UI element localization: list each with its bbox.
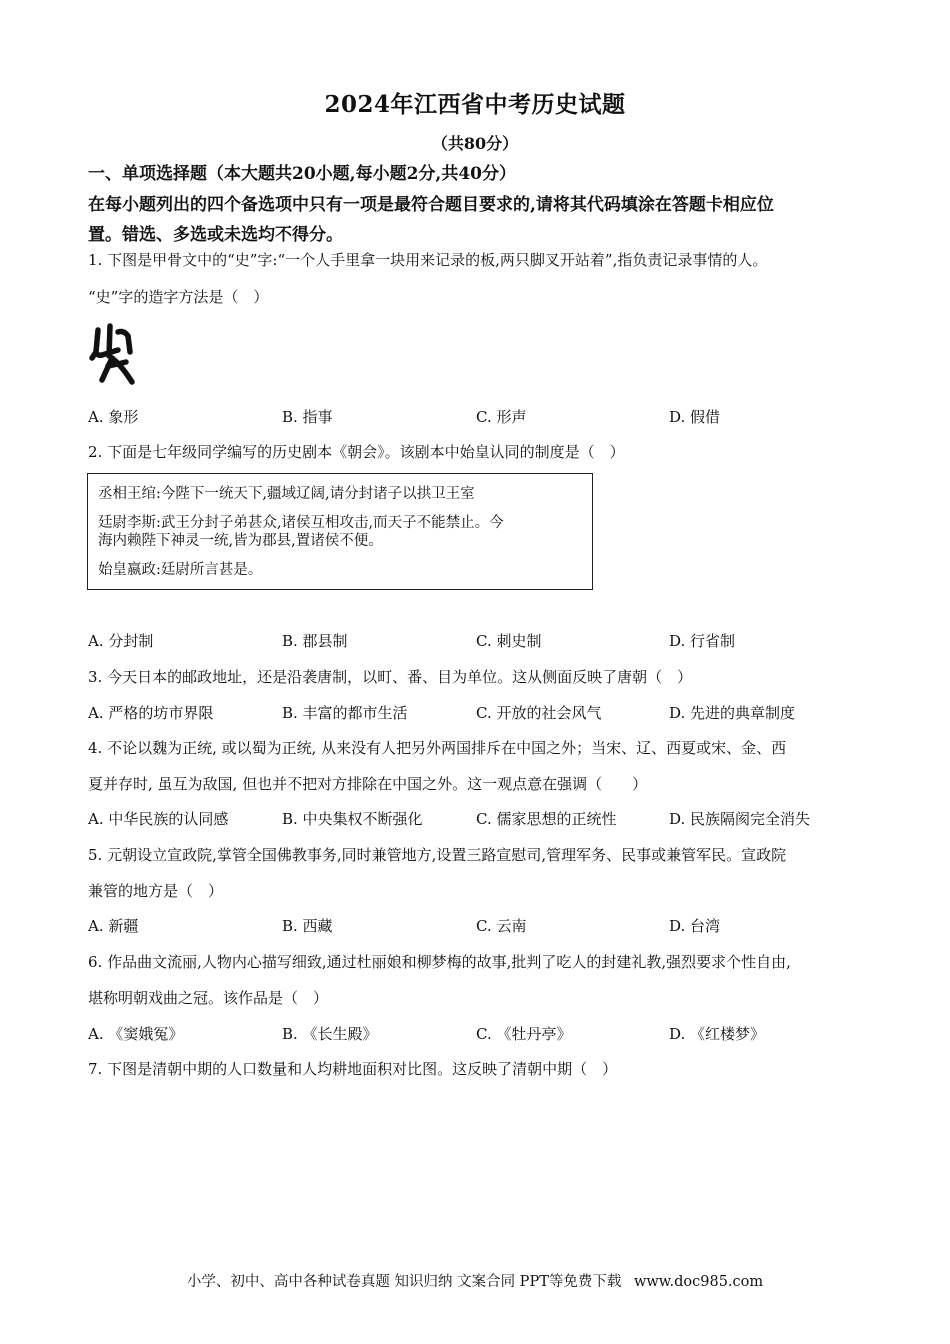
q2-option-b: B. 郡县制	[282, 632, 348, 650]
question-6-line-1: 6. 作品曲文流丽,人物内心描写细致,通过杜丽娘和柳梦梅的故事,批判了吃人的封建礼教,强烈要求个性自由,	[88, 953, 791, 971]
q5-option-d: D. 台湾	[669, 917, 721, 935]
footer-website-link[interactable]: www.doc985.com	[633, 1274, 764, 1290]
q5-option-c: C. 云南	[476, 917, 527, 935]
total-score: （共80分）	[431, 134, 519, 153]
question-3-line-1: 3. 今天日本的邮政地址，还是沿袭唐制，以町、番、目为单位。这从侧面反映了唐朝（ ）	[88, 668, 693, 686]
question-7-line-1: 7. 下图是清朝中期的人口数量和人均耕地面积对比图。这反映了清朝中期（ ）	[88, 1060, 618, 1078]
q1-option-a: A. 象形	[88, 408, 139, 426]
question-1-line-2: “史”字的造字方法是（ ）	[88, 288, 269, 306]
instruction-line-1: 在每小题列出的四个备选项中只有一项是最符合题目要求的,请将其代码填涂在答题卡相应位	[88, 195, 774, 215]
q1-option-d: D. 假借	[669, 408, 721, 426]
q6-option-d: D. 《红楼梦》	[669, 1025, 766, 1043]
q5-option-b: B. 西藏	[282, 917, 333, 935]
q2-option-a: A. 分封制	[88, 632, 154, 650]
question-4-line-2: 夏并存时, 虽互为敌国, 但也并不把对方排除在中国之外。这一观点意在强调（ ）	[88, 775, 648, 793]
q5-option-a: A. 新疆	[88, 917, 139, 935]
q6-option-b: B. 《长生殿》	[282, 1025, 378, 1043]
script-line-1: 丞相王绾:今陛下一统天下,疆域辽阔,请分封诸子以拱卫王室	[98, 486, 475, 502]
instruction-line-2: 置。错选、多选或未选均不得分。	[88, 225, 343, 245]
page-footer	[0, 1270, 950, 1291]
question-5-line-2: 兼管的地方是（ ）	[88, 882, 224, 900]
question-5-line-1: 5. 元朝设立宣政院,掌管全国佛教事务,同时兼管地方,设置三路宣慰司,管理军务、民事或兼管军民。宣政院	[88, 846, 787, 864]
script-line-3: 海内赖陛下神灵一统,皆为郡县,置诸侯不便。	[98, 533, 383, 549]
q4-option-c: C. 儒家思想的正统性	[476, 810, 617, 828]
q6-option-a: A. 《窦娥冤》	[88, 1025, 184, 1043]
q3-option-d: D. 先进的典章制度	[669, 704, 796, 722]
oracle-bone-shi-character-image	[88, 322, 142, 386]
page-title: 2024年江西省中考历史试题	[324, 91, 626, 118]
q3-option-c: C. 开放的社会风气	[476, 704, 602, 722]
q2-option-c: C. 刺史制	[476, 632, 542, 650]
q3-option-a: A. 严格的坊市界限	[88, 704, 214, 722]
section-heading: 一、单项选择题（本大题共20小题,每小题2分,共40分）	[88, 164, 516, 184]
q2-option-d: D. 行省制	[669, 632, 736, 650]
script-line-2: 廷尉李斯:武王分封子弟甚众,诸侯互相攻击,而天子不能禁止。今	[98, 515, 504, 531]
q4-option-b: B. 中央集权不断强化	[282, 810, 423, 828]
q1-option-c: C. 形声	[476, 408, 527, 426]
question-4-line-1: 4. 不论以魏为正统, 或以蜀为正统, 从来没有人把另外两国排斥在中国之外；当宋、辽、西夏或宋、金、西	[88, 739, 787, 757]
q3-option-b: B. 丰富的都市生活	[282, 704, 408, 722]
q6-option-c: C. 《牡丹亭》	[476, 1025, 572, 1043]
q1-option-b: B. 指事	[282, 408, 333, 426]
q4-option-d: D. 民族隔阂完全消失	[669, 810, 811, 828]
q4-option-a: A. 中华民族的认同感	[88, 810, 229, 828]
footer-text: 小学、初中、高中各种试卷真题 知识归纳 文案合同 PPT等免费下载	[186, 1274, 622, 1290]
question-6-line-2: 堪称明朝戏曲之冠。该作品是（ ）	[88, 989, 329, 1007]
script-excerpt-box	[87, 473, 593, 590]
question-2-line-1: 2. 下面是七年级同学编写的历史剧本《朝会》。该剧本中始皇认同的制度是（ ）	[88, 443, 625, 461]
question-1-line-1: 1. 下图是甲骨文中的“史”字:“一个人手里拿一块用来记录的板,两只脚叉开站着”,指负责记录事情的人。	[88, 251, 768, 269]
script-line-4: 始皇嬴政:廷尉所言甚是。	[98, 562, 263, 578]
